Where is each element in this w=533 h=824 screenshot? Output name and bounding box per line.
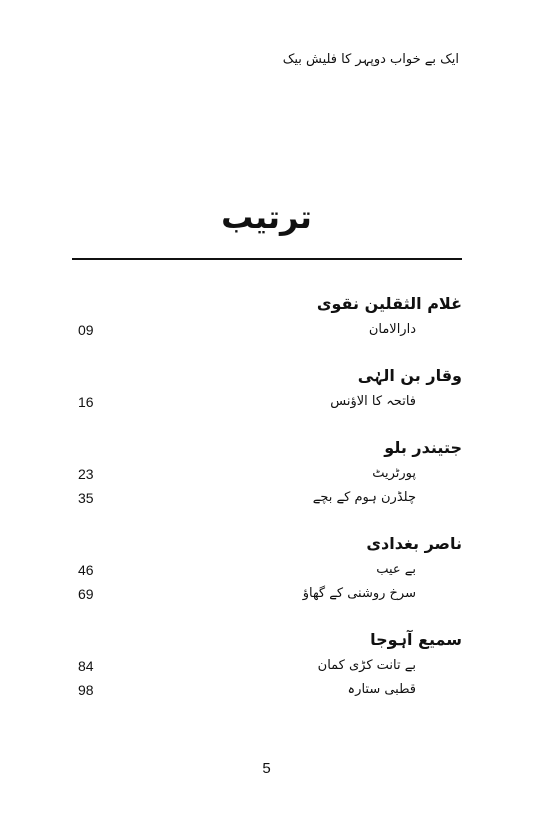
toc-entry-title: بے عیب [376, 562, 416, 577]
page-number: 5 [262, 760, 271, 777]
toc-entry-title: فاتحہ کا الاؤنس [330, 394, 416, 409]
toc-author: وقار بن الہٰی [357, 366, 462, 385]
toc-entry-title: بے تانت کڑی کمان [317, 658, 416, 673]
toc-page-number: 84 [78, 658, 94, 674]
toc-page-number: 23 [78, 466, 94, 482]
toc-author: ناصر بغدادی [366, 534, 462, 553]
toc-entry[interactable] [72, 486, 462, 510]
toc-entry[interactable] [72, 390, 462, 414]
title-rule [72, 258, 462, 260]
toc-page-number: 35 [78, 490, 94, 506]
toc-page-number: 16 [78, 394, 94, 410]
toc-entry[interactable] [72, 654, 462, 678]
toc-author: جتیندر بلو [384, 438, 462, 457]
toc-page-number: 98 [78, 682, 94, 698]
toc-entry-title: پورٹریٹ [372, 466, 416, 481]
toc-author: غلام الثقلین نقوی [316, 294, 462, 313]
toc-entry-title: چلڈرن ہوم کے بچے [312, 490, 416, 505]
page-title: ترتیب [221, 198, 312, 236]
running-head: ایک بے خواب دوپہر کا فلیش بیک [282, 52, 459, 67]
toc-entry[interactable] [72, 582, 462, 606]
toc-entry-title: دارالامان [368, 322, 416, 337]
toc-page-number: 09 [78, 322, 94, 338]
toc-entry-title: قطبی ستارہ [347, 682, 416, 697]
table-of-contents [72, 290, 462, 702]
toc-entry[interactable] [72, 318, 462, 342]
toc-page-number: 69 [78, 586, 94, 602]
toc-entry[interactable] [72, 558, 462, 582]
toc-entry-title: سرخ روشنی کے گھاؤ [302, 586, 416, 601]
toc-entry[interactable] [72, 678, 462, 702]
toc-entry[interactable] [72, 462, 462, 486]
toc-page-number: 46 [78, 562, 94, 578]
toc-author: سمیع آہوجا [370, 630, 462, 649]
